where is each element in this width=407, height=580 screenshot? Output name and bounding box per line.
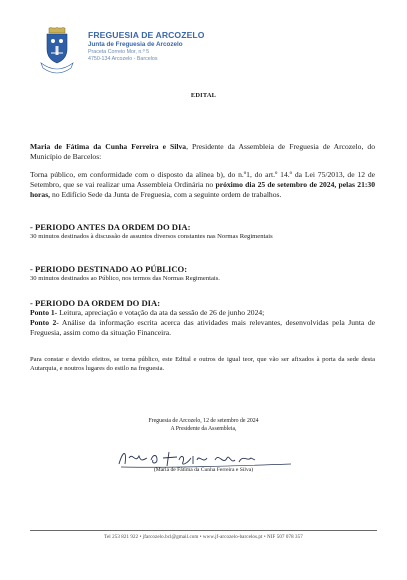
letterhead-address-line-2: 4750-134 Arcozelo - Barcelos [88, 56, 158, 63]
agenda-item-1 [30, 308, 375, 318]
letterhead-title: FREGUESIA DE ARCOZELO [88, 30, 205, 40]
president-name: Maria de Fátima da Cunha Ferreira e Silva [30, 142, 187, 151]
closing-paragraph [30, 355, 375, 373]
role-line: A Presidente da Assembleia, [170, 425, 237, 432]
document-title: EDITAL [190, 92, 217, 99]
date-block [0, 418, 407, 433]
meeting-datetime: próximo dia 25 de setembro de 2024, pelas 21:30 horas, [30, 179, 375, 199]
agenda-item-2-label: Ponto 2- [30, 317, 59, 327]
announcement-paragraph [30, 170, 375, 199]
signatory-name: (Maria de Fátima da Cunha Ferreira e Silva) [153, 467, 254, 473]
section-public-text: 30 minutos destinados ao Público, nos termos das Normas Regimentais. [30, 275, 220, 282]
announcement-text-a: Torna público, em conformidade com o disposto da alínea b), do n.º1, do art.º 14.º da Lei 75/2013, de 12 de Setembro, que se vai realizar uma Assembleia Ordinária no [30, 170, 375, 189]
section-agenda-title: - PERIODO DA ORDEM DO DIA: [30, 298, 161, 308]
agenda-item-1-text: Leitura, apreciação e votação da ata da sessão de 26 de junho 2024; [57, 308, 265, 317]
coat-of-arms-icon [38, 27, 76, 77]
agenda-item-1-label: Ponto 1- [30, 308, 58, 317]
section-public [30, 264, 375, 283]
section-public-title: - PERIODO DESTINADO AO PÚBLICO: [30, 264, 188, 274]
announcement-text-b: no Edifício Sede da Junta de Freguesia, com a seguinte ordem de trabalhos. [50, 189, 282, 199]
letterhead-subtitle: Junta de Freguesia de Arcozelo [88, 41, 183, 48]
footer-divider [30, 530, 377, 531]
intro-paragraph [30, 142, 375, 162]
section-agenda [30, 298, 375, 337]
date-line: Freguesia de Arcozelo, 12 de setembro de 2024 [148, 418, 259, 424]
agenda-item-2 [30, 318, 375, 338]
intro-text: , Presidente da Assembleia de Freguesia de Arcozelo, do Município de Barcelos: [30, 142, 375, 161]
section-before-agenda-title: - PERIODO ANTES DA ORDEM DO DIA: [30, 222, 191, 232]
letterhead-address-line-1: Praceta Correio Mor, n.º 5 [88, 49, 150, 55]
footer-contacts: Tel 253 821 922 • jfarcozelo.bcl@gmail.com • www.jf-arcozelo-barcelos.pt • NIF 507 078 357 [104, 535, 303, 540]
letterhead [88, 30, 308, 63]
agenda-item-2-text: Análise da informação escrita acerca das atividades mais relevantes, desenvolvidas pela Junta de Freguesia, assim como da situação Financeira. [30, 317, 375, 337]
section-before-agenda [30, 222, 375, 241]
closing-text: Para constar e devido efeitos, se torna público, este Edital e outros de igual teor, que vão ser afixados à porta da sede desta Autarquia, e noutros lugares do estilo na freguesia. [30, 356, 375, 372]
section-before-agenda-text: 30 minutos destinados à discussão de assuntos diversos constantes nas Normas Regimentais [30, 233, 273, 240]
